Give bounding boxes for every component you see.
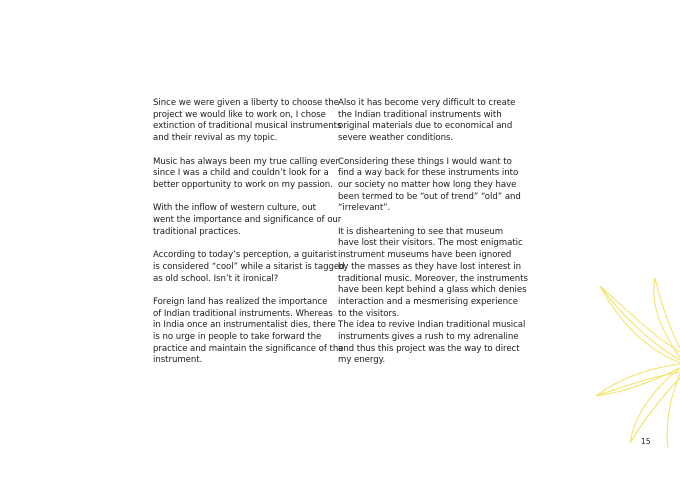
text-line: Considering these things I would want to xyxy=(338,156,512,167)
text-line: practice and maintain the significance of the xyxy=(153,343,344,354)
text-line: It is disheartening to see that museum xyxy=(338,226,504,237)
text-line: extinction of traditional musical instruments xyxy=(153,121,342,132)
text-line: project we would like to work on, I chose xyxy=(153,109,326,120)
text-line: to the visitors. xyxy=(338,308,400,319)
text-line: have been kept behind a glass which denies xyxy=(338,285,527,296)
paragraph xyxy=(153,98,342,145)
text-line: in India once an instrumentalist dies, there xyxy=(153,320,336,331)
lotus-ornament-icon xyxy=(590,268,680,448)
page-number: 15 xyxy=(641,437,651,446)
right-text-column xyxy=(338,98,528,379)
text-line: severe weather conditions. xyxy=(338,133,454,144)
paragraph xyxy=(338,226,528,367)
paragraph xyxy=(153,250,345,285)
text-line: Also it has become very difficult to create xyxy=(338,98,516,108)
paragraph xyxy=(338,98,516,145)
text-line: and thus this project was the way to direct xyxy=(338,343,520,354)
text-line: been termed to be “out of trend” “old” and xyxy=(338,191,521,202)
text-line: is considered “cool” while a sitarist is tagged xyxy=(153,261,345,272)
text-line: traditional practices. xyxy=(153,226,241,237)
text-line: instrument. xyxy=(153,355,203,366)
text-line: of Indian traditional instruments. Whereas xyxy=(153,308,333,319)
text-line: went the importance and significance of our xyxy=(153,215,342,225)
text-line: interaction and a mesmerising experience xyxy=(338,296,518,307)
text-line: our society no matter how long they have xyxy=(338,179,517,190)
paragraph xyxy=(153,203,342,238)
text-line: the Indian traditional instruments with xyxy=(338,109,502,120)
text-line: find a way back for these instruments into xyxy=(338,168,519,179)
text-line: since I was a child and couldn’t look for a xyxy=(153,168,329,179)
text-line: is no urge in people to take forward the xyxy=(153,332,322,342)
text-line: instruments gives a rush to my adrenaline xyxy=(338,332,519,343)
text-line: my energy. xyxy=(338,355,386,366)
paragraph xyxy=(153,296,344,367)
text-line: Music has always been my true calling ever xyxy=(153,156,339,167)
text-line: as old school. Isn’t it ironical? xyxy=(153,273,279,284)
text-line: and their revival as my topic. xyxy=(153,133,278,144)
text-line: With the inflow of western culture, out xyxy=(153,203,316,214)
text-line: Since we were given a liberty to choose the xyxy=(153,98,339,108)
text-line: “irrelevant”. xyxy=(338,203,391,214)
text-line: traditional music. Moreover, the instruments xyxy=(338,273,528,284)
text-line: The idea to revive Indian traditional musical xyxy=(338,320,526,331)
text-line: original materials due to economical and xyxy=(338,121,513,132)
text-line: Foreign land has realized the importance xyxy=(153,296,328,307)
left-text-column xyxy=(153,98,345,379)
text-line: have lost their visitors. The most enigmatic xyxy=(338,238,523,249)
text-line: better opportunity to work on my passion. xyxy=(153,179,333,190)
text-line: According to today’s perception, a guitarist xyxy=(153,250,337,261)
paragraph xyxy=(338,156,521,216)
text-line: by the masses as they have lost interest in xyxy=(338,261,522,272)
text-line: instrument museums have been ignored xyxy=(338,250,512,261)
paragraph xyxy=(153,156,339,192)
